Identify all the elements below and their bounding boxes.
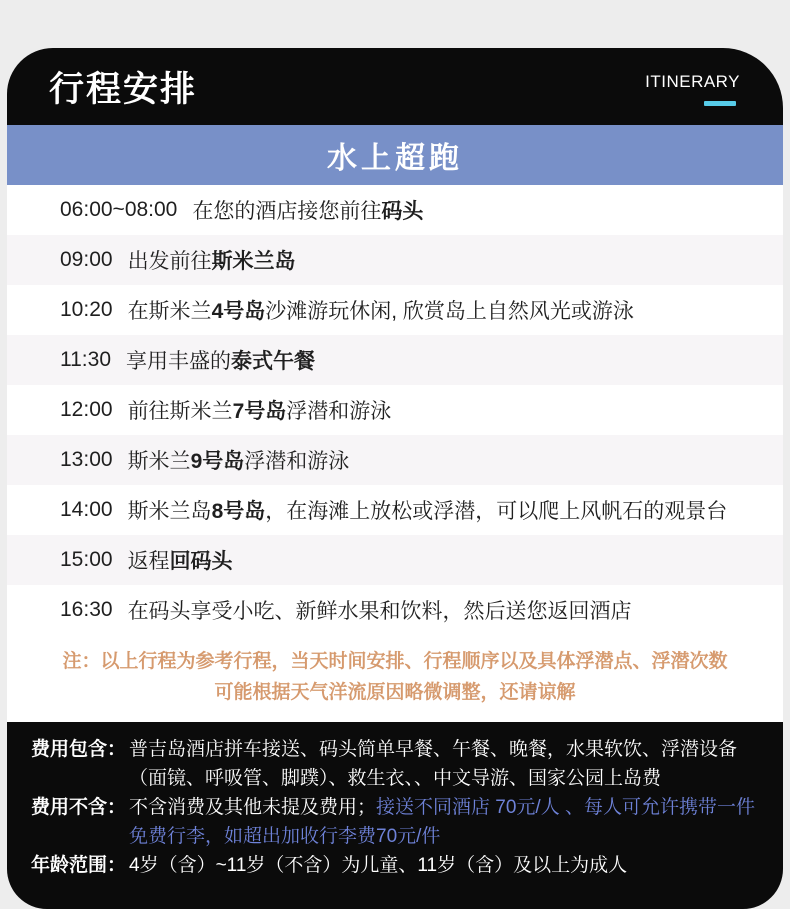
itinerary-description: 出发前往斯米兰岛 [127, 250, 296, 273]
card-header [7, 48, 783, 125]
itinerary-description: 在您的酒店接您前往码头 [192, 200, 424, 223]
itinerary-row [7, 485, 783, 535]
itinerary-time: 13:00 [60, 448, 113, 471]
subtitle-block [645, 72, 740, 106]
itinerary-row [7, 385, 783, 435]
itinerary-time: 12:00 [60, 398, 113, 421]
itinerary-description: 斯米兰岛8号岛，在海滩上放松或浮潜，可以爬上风帆石的观景台 [127, 500, 728, 523]
fee-label: 费用不含： [31, 797, 127, 818]
itinerary-time: 16:30 [60, 598, 113, 621]
itinerary-time: 11:30 [60, 348, 111, 371]
itinerary-row [7, 335, 783, 385]
itinerary-card [7, 48, 783, 909]
fee-content: 4岁（含）~11岁（不含）为儿童、11岁（含）及以上为成人 [129, 855, 628, 876]
itinerary-row [7, 535, 783, 585]
itinerary-time: 14:00 [60, 498, 113, 521]
fees-section [7, 722, 783, 909]
itinerary-description: 在码头享受小吃、新鲜水果和饮料，然后送您返回酒店 [127, 600, 632, 623]
tour-banner [7, 125, 783, 185]
itinerary-list [7, 185, 783, 635]
fee-label: 年龄范围： [31, 855, 127, 876]
note-line: 注：以上行程为参考行程，当天时间安排、行程顺序以及具体浮潜点、浮潜次数 [62, 651, 728, 672]
tour-banner-title: 水上超跑 [327, 142, 463, 175]
itinerary-description: 返程回码头 [127, 550, 233, 573]
page-title: 行程安排 [49, 69, 198, 109]
itinerary-row [7, 285, 783, 335]
itinerary-time: 10:20 [60, 298, 113, 321]
itinerary-time: 09:00 [60, 248, 113, 271]
fee-row [31, 793, 758, 851]
subtitle-itinerary: ITINERARY [645, 71, 740, 91]
fee-label: 费用包含： [31, 739, 127, 760]
itinerary-row [7, 585, 783, 635]
itinerary-description: 在斯米兰4号岛沙滩游玩休闲, 欣赏岛上自然风光或游泳 [127, 300, 634, 323]
fee-row [31, 851, 758, 880]
fee-row [31, 735, 758, 793]
note-line: 可能根据天气洋流原因略微调整，还请谅解 [214, 682, 576, 703]
itinerary-row [7, 185, 783, 235]
fee-content: 普吉岛酒店拼车接送、码头简单早餐、午餐、晚餐，水果软饮、浮潜设备（面镜、呼吸管、脚蹼）、救生衣、、中文导游、国家公园上岛费 [129, 739, 738, 789]
itinerary-row [7, 435, 783, 485]
itinerary-time: 06:00~08:00 [60, 198, 178, 221]
fee-content: 不含消费及其他未提及费用；接送不同酒店 70元/人 、每人可允许携带一件免费行李，如超出加收行李费70元/件 [129, 797, 755, 847]
itinerary-time: 15:00 [60, 548, 113, 571]
accent-underline [704, 101, 736, 106]
itinerary-description: 享用丰盛的泰式午餐 [126, 350, 315, 373]
itinerary-note [7, 635, 783, 722]
itinerary-body [7, 185, 783, 722]
itinerary-row [7, 235, 783, 285]
itinerary-description: 斯米兰9号岛浮潜和游泳 [127, 450, 350, 473]
itinerary-description: 前往斯米兰7号岛浮潜和游泳 [127, 400, 392, 423]
